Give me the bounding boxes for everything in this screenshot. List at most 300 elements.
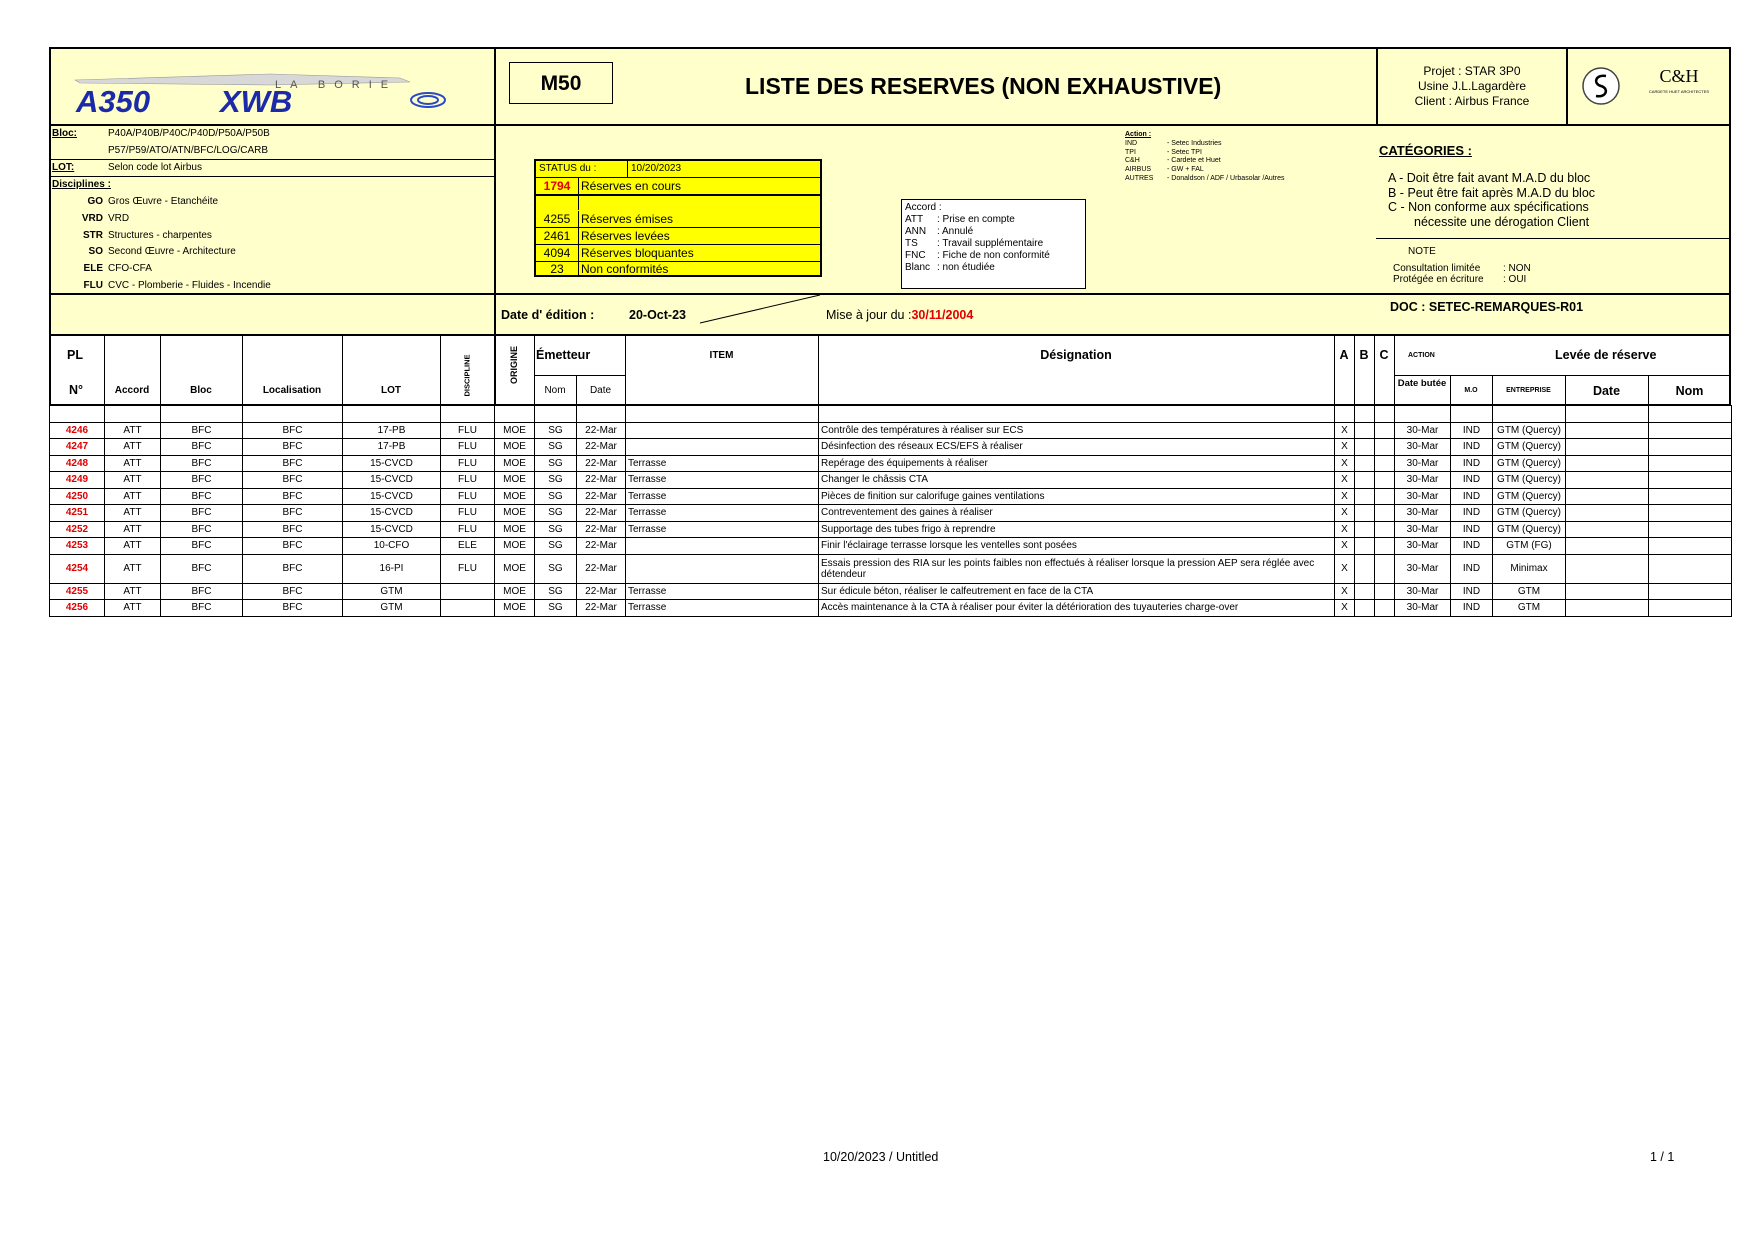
cell-date: 22-Mar [577,455,626,472]
cell-accord: ATT [105,422,161,439]
bloc-divider [49,159,494,160]
doc-reference: DOC : SETEC-REMARQUES-R01 [1390,300,1584,314]
action-code: AIRBUS [1125,166,1152,173]
action-code: IND [1125,140,1138,147]
cell-item: Terrasse [626,472,819,489]
cell-pl: 4246 [50,422,105,439]
cell-ent: GTM (Quercy) [1493,488,1566,505]
cell-ldate [1566,505,1649,522]
cell-accord: ATT [105,439,161,456]
col-levee-date: Date [1592,384,1621,398]
cell-lnom [1649,439,1732,456]
discipline-code: VRD [81,213,103,224]
cell-loc: BFC [243,554,343,583]
accord-text: : Fiche de non conformité [937,250,1050,261]
cell-accord: ATT [105,505,161,522]
accord-text: : Annulé [937,226,974,237]
cell-loc: BFC [243,472,343,489]
col-localisation: Localisation [262,385,322,396]
protect-value: : OUI [1503,274,1527,285]
cell-nom: SG [535,439,577,456]
table-row [50,505,1732,522]
ch-logo-sub: CARDETE HUET ARCHITECTES [1648,89,1710,94]
status-text: Réserves émises [581,212,674,226]
cell-lnom [1649,521,1732,538]
table-row [50,554,1732,583]
doc-code: M50 [540,72,582,95]
status-count: 1794 [543,179,571,193]
consult-value: : NON [1503,263,1531,274]
cell-ldate [1566,538,1649,555]
cell-orig: MOE [495,439,535,456]
col-action: ACTION [1408,352,1435,359]
cell-pl: 4254 [50,554,105,583]
cell-ldate [1566,583,1649,600]
status-date: 10/20/2023 [631,163,682,174]
cell-disc [441,600,495,617]
cell-lnom [1649,554,1732,583]
disciplines-label: Disciplines : [52,179,111,190]
accord-text: : non étudiée [937,262,995,273]
cell-mo: IND [1451,554,1493,583]
note-label: NOTE [1408,246,1436,257]
cell-c [1375,600,1395,617]
consult-label: Consultation limitée [1393,263,1481,274]
discipline-name: CFO-CFA [108,263,152,274]
cell-lnom [1649,538,1732,555]
status-row [536,245,820,262]
col-date-butee: Date butée [1397,378,1447,389]
discipline-code: FLU [83,280,103,291]
cell-bloc: BFC [161,422,243,439]
cell-orig: MOE [495,583,535,600]
cell-accord: ATT [105,472,161,489]
cell-desig: Sur édicule béton, réaliser le calfeutrement en face de la CTA [819,583,1335,600]
cell-lot: GTM [343,600,441,617]
cell-nom: SG [535,422,577,439]
header-divider [49,124,1731,126]
cell-ent: GTM (Quercy) [1493,472,1566,489]
table-row [50,422,1732,439]
discipline-name: CVC - Plomberie - Fluides - Incendie [108,280,271,291]
cell-pl: 4252 [50,521,105,538]
cell-ldate [1566,455,1649,472]
table-row [50,488,1732,505]
edition-date: 20-Oct-23 [629,308,686,322]
cell-bloc: BFC [161,488,243,505]
cell-lot: GTM [343,583,441,600]
cell-date: 22-Mar [577,472,626,489]
cell-orig: MOE [495,422,535,439]
ch-logo-text: C&H [1659,66,1699,86]
cell-bloc: BFC [161,455,243,472]
accord-code: TS [905,238,918,249]
discipline-name: VRD [108,213,130,224]
cell-item: Terrasse [626,455,819,472]
cell-bloc: BFC [161,600,243,617]
cell-b [1355,600,1375,617]
update-label-text: Mise à jour du : [826,308,912,322]
cell-butee: 30-Mar [1395,422,1451,439]
cell-disc: FLU [441,439,495,456]
a350-logo [70,66,460,116]
cell-pl: 4249 [50,472,105,489]
cell-accord: ATT [105,521,161,538]
cell-loc: BFC [243,583,343,600]
accord-item [905,262,1082,274]
discipline-name: Second Œuvre - Architecture [108,246,236,257]
cell-nom: SG [535,505,577,522]
cell-disc: ELE [441,538,495,555]
status-text: Non conformités [581,262,669,276]
cell-butee: 30-Mar [1395,505,1451,522]
cell-lot: 15-CVCD [343,521,441,538]
table-row [50,439,1732,456]
col-nom: Nom [544,385,566,396]
protect-label: Protégée en écriture [1393,274,1484,285]
cell-orig: MOE [495,538,535,555]
accord-title: Accord : [905,202,942,213]
cell-a: X [1335,439,1355,456]
cell-lot: 15-CVCD [343,472,441,489]
action-title: Action : [1125,131,1152,138]
cell-a: X [1335,600,1355,617]
page-title: LISTE DES RESERVES (NON EXHAUSTIVE) [745,73,1222,99]
lot-label: LOT: [52,162,75,173]
cell-disc: FLU [441,554,495,583]
cell-item: Terrasse [626,583,819,600]
cell-ent: GTM (Quercy) [1493,439,1566,456]
cell-bloc: BFC [161,538,243,555]
cell-lnom [1649,455,1732,472]
cell-b [1355,439,1375,456]
cell-desig: Essais pression des RIA sur les points faibles non effectués à réaliser lorsque la pression AEP sera réglée avec détendeur [819,554,1335,583]
table-row [50,521,1732,538]
cell-lot: 10-CFO [343,538,441,555]
cell-lot: 16-PI [343,554,441,583]
cell-lot: 17-PB [343,439,441,456]
cell-ldate [1566,472,1649,489]
status-text: Réserves bloquantes [581,246,694,260]
cell-desig: Repérage des équipements à réaliser [819,455,1335,472]
cell-pl: 4255 [50,583,105,600]
cell-accord: ATT [105,583,161,600]
cell-a: X [1335,505,1355,522]
cell-mo: IND [1451,583,1493,600]
cell-desig: Contrôle des températures à réaliser sur ECS [819,422,1335,439]
status-label: STATUS du : [539,163,597,174]
edition-divider [49,293,1731,295]
categories-title: CATÉGORIES : [1379,143,1472,158]
accord-item [905,238,1082,250]
action-code: TPI [1125,149,1136,156]
footer-center: 10/20/2023 / Untitled [823,1150,939,1164]
cell-ent: GTM [1493,600,1566,617]
action-text: - Setec Industries [1167,140,1222,147]
cell-nom: SG [535,521,577,538]
discipline-name: Structures - charpentes [108,230,212,241]
cell-nom: SG [535,554,577,583]
cell-bloc: BFC [161,554,243,583]
lot-value: Selon code lot Airbus [108,162,202,173]
cell-date: 22-Mar [577,488,626,505]
cell-loc: BFC [243,538,343,555]
cell-disc: FLU [441,455,495,472]
cell-loc: BFC [243,521,343,538]
col-entreprise: ENTREPRISE [1506,387,1551,394]
cell-ldate [1566,422,1649,439]
cell-ent: GTM (FG) [1493,538,1566,555]
cell-b [1355,521,1375,538]
status-text: Réserves levées [581,229,670,243]
cell-disc: FLU [441,488,495,505]
status-text: Réserves en cours [581,179,682,193]
cell-loc: BFC [243,455,343,472]
svg-text:LA BORIE: LA BORIE [275,79,398,91]
cell-pl: 4247 [50,439,105,456]
cell-loc: BFC [243,439,343,456]
status-spacer [536,196,820,210]
col-c: C [1379,348,1389,362]
status-count: 23 [550,262,564,276]
cell-lnom [1649,472,1732,489]
discipline-code: SO [88,246,103,257]
accord-legend [901,199,1086,289]
category-b: B - Peut être fait après M.A.D du bloc [1388,186,1596,200]
table-row [50,538,1732,555]
cell-disc [441,583,495,600]
col-a: A [1339,348,1349,362]
cell-nom: SG [535,538,577,555]
cell-a: X [1335,488,1355,505]
accord-item [905,250,1082,262]
cell-bloc: BFC [161,472,243,489]
cell-c [1375,505,1395,522]
discipline-name: Gros Œuvre - Etanchéite [108,196,219,207]
action-code: AUTRES [1125,175,1154,182]
action-text: - GW + FAL [1167,166,1204,173]
cell-date: 22-Mar [577,505,626,522]
cell-lot: 15-CVCD [343,455,441,472]
cell-item: Terrasse [626,521,819,538]
table-row [50,455,1732,472]
col-divider-logo [1566,47,1568,125]
status-box [534,159,822,277]
col-discipline [440,350,494,400]
discipline-code: STR [83,230,103,241]
cell-orig: MOE [495,505,535,522]
cell-bloc: BFC [161,505,243,522]
status-count: 4255 [543,212,571,226]
cell-b [1355,422,1375,439]
cell-desig: Supportage des tubes frigo à reprendre [819,521,1335,538]
col-item: ITEM [709,350,734,361]
cell-mo: IND [1451,472,1493,489]
project-line3: Client : Airbus France [1414,94,1530,108]
action-text: - Cardete et Huet [1167,157,1221,164]
cell-accord: ATT [105,455,161,472]
cell-lot: 17-PB [343,422,441,439]
status-count: 4094 [543,246,571,260]
cell-mo: IND [1451,439,1493,456]
cell-date: 22-Mar [577,583,626,600]
cell-mo: IND [1451,455,1493,472]
cell-a: X [1335,422,1355,439]
cell-orig: MOE [495,521,535,538]
table-row [50,472,1732,489]
cell-disc: FLU [441,521,495,538]
cell-a: X [1335,554,1355,583]
cell-a: X [1335,455,1355,472]
cell-ldate [1566,439,1649,456]
update-label [826,308,973,322]
accord-code: FNC [905,250,926,261]
project-line2: Usine J.L.Lagardère [1417,79,1527,93]
cell-b [1355,554,1375,583]
edition-slash-line [698,293,823,325]
cell-lot: 15-CVCD [343,488,441,505]
cell-butee: 30-Mar [1395,472,1451,489]
cell-loc: BFC [243,505,343,522]
cell-disc: FLU [441,505,495,522]
discipline-code: ELE [83,263,103,274]
col-discipline-text: DISCIPLINE [462,353,472,397]
cell-orig: MOE [495,455,535,472]
bloc-value1: P40A/P40B/P40C/P40D/P50A/P50B [108,128,270,139]
cell-bloc: BFC [161,439,243,456]
ch-logo [1640,64,1718,100]
svg-text:A350: A350 [76,84,151,116]
cell-accord: ATT [105,554,161,583]
col-emetteur: Émetteur [536,348,591,362]
cell-c [1375,455,1395,472]
cell-ent: GTM (Quercy) [1493,422,1566,439]
cell-mo: IND [1451,600,1493,617]
cell-accord: ATT [105,488,161,505]
accord-code: ATT [905,214,924,225]
category-c: C - Non conforme aux spécifications [1388,200,1589,214]
cell-mo: IND [1451,488,1493,505]
cell-b [1355,538,1375,555]
cell-ldate [1566,600,1649,617]
table-row-empty [50,406,1732,423]
cell-date: 22-Mar [577,521,626,538]
col-number: N° [69,383,84,397]
cell-disc: FLU [441,422,495,439]
setec-logo-icon [1581,66,1621,106]
cell-ldate [1566,521,1649,538]
bloc-value2: P57/P59/ATO/ATN/BFC/LOG/CARB [108,145,269,156]
cell-pl: 4256 [50,600,105,617]
cell-c [1375,422,1395,439]
col-origine [494,340,534,390]
cell-butee: 30-Mar [1395,455,1451,472]
doc-code-box [509,62,613,104]
cell-lnom [1649,600,1732,617]
status-row [536,178,820,196]
category-a: A - Doit être fait avant M.A.D du bloc [1388,171,1591,185]
cell-b [1355,505,1375,522]
reserves-table [49,405,1732,617]
cell-c [1375,488,1395,505]
cell-b [1355,488,1375,505]
cell-a: X [1335,521,1355,538]
bloc-label: Bloc: [52,128,77,139]
cell-butee: 30-Mar [1395,554,1451,583]
col-levee-nom: Nom [1675,384,1704,398]
cell-bloc: BFC [161,583,243,600]
col-bloc: Bloc [190,385,212,396]
cell-loc: BFC [243,422,343,439]
cell-desig: Accès maintenance à la CTA à réaliser pour éviter la détérioration des tuyauteries charge-over [819,600,1335,617]
col-date: Date [589,385,612,396]
cell-butee: 30-Mar [1395,600,1451,617]
cell-date: 22-Mar [577,554,626,583]
cell-desig: Contreventement des gaines à réaliser [819,505,1335,522]
cell-orig: MOE [495,600,535,617]
cell-item [626,439,819,456]
cell-item [626,538,819,555]
cell-pl: 4253 [50,538,105,555]
cell-nom: SG [535,488,577,505]
cell-ent: GTM (Quercy) [1493,521,1566,538]
accord-code: Blanc [905,262,931,273]
cell-desig: Finir l'éclairage terrasse lorsque les ventelles sont posées [819,538,1335,555]
cell-accord: ATT [105,600,161,617]
cell-date: 22-Mar [577,600,626,617]
edition-label: Date d' édition : [501,308,595,322]
cell-a: X [1335,472,1355,489]
table-row [50,583,1732,600]
cell-butee: 30-Mar [1395,583,1451,600]
accord-item [905,214,1082,226]
col-accord: Accord [114,385,150,396]
categories-divider [1376,238,1731,239]
cell-c [1375,439,1395,456]
action-text: - Donaldson / ADF / Urbasolar /Autres [1167,175,1285,182]
cell-lot: 15-CVCD [343,505,441,522]
cell-a: X [1335,538,1355,555]
cell-b [1355,583,1375,600]
cell-nom: SG [535,472,577,489]
accord-text: : Prise en compte [937,214,1015,225]
cell-butee: 30-Mar [1395,488,1451,505]
cell-butee: 30-Mar [1395,521,1451,538]
discipline-code: GO [87,196,103,207]
cell-butee: 30-Mar [1395,439,1451,456]
cell-desig: Changer le châssis CTA [819,472,1335,489]
status-row [536,211,820,228]
update-date: 30/11/2004 [911,308,974,322]
svg-text:XWB: XWB [220,84,293,116]
accord-item [905,226,1082,238]
col-mo: M.O [1464,387,1478,394]
aircraft-icon [70,66,460,116]
cell-pl: 4250 [50,488,105,505]
cell-mo: IND [1451,538,1493,555]
cell-c [1375,554,1395,583]
cell-b [1355,455,1375,472]
cell-ldate [1566,554,1649,583]
cell-lnom [1649,583,1732,600]
cell-lnom [1649,505,1732,522]
project-line1: Projet : STAR 3P0 [1423,64,1521,78]
table-row [50,600,1732,617]
cell-lnom [1649,488,1732,505]
cell-a: X [1335,583,1355,600]
cell-disc: FLU [441,472,495,489]
cell-loc: BFC [243,600,343,617]
